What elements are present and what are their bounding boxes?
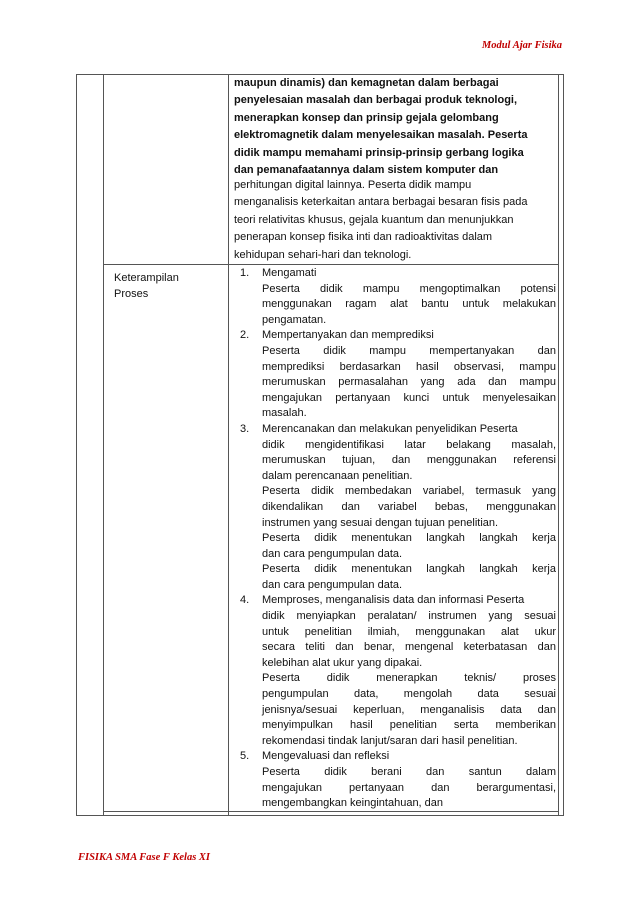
list-item-line: Peserta didik menentukan langkah langkah kerja — [262, 532, 556, 545]
list-item-body — [262, 422, 556, 594]
list-item-line: dalam perencanaan penelitian. — [262, 469, 413, 482]
list-item-number: 3. — [240, 422, 250, 435]
list-item-line: kelebihan alat ukur yang dipakai. — [262, 656, 423, 669]
list-item-line: mengajukan pertanyaan kunci untuk menyelesaikan — [262, 391, 556, 404]
list-item-line: pengamatan. — [262, 313, 327, 326]
list-item-heading: Memproses, menganalisis data dan informasi Peserta — [262, 594, 525, 607]
row-label-keterampilan-proses — [114, 271, 224, 302]
list-item-line: dan cara pengumpulan data. — [262, 578, 403, 591]
list-item-heading: Mengamati — [262, 267, 317, 279]
list-item-line: dan cara pengumpulan data. — [262, 547, 403, 560]
bold-paragraph — [234, 75, 556, 179]
paragraph-line: dan pemanafaatannya dalam sistem komputer dan — [234, 164, 499, 177]
list-item — [234, 749, 556, 811]
list-item-line: mengembangkan keingintahuan, dan — [262, 797, 444, 810]
paragraph-line: penerapan konsep fisika inti dan radioaktivitas dalam — [234, 231, 493, 244]
process-skills-list — [234, 266, 556, 812]
list-item-body — [262, 328, 556, 422]
list-item — [234, 266, 556, 328]
table-column-divider — [228, 75, 229, 815]
list-item-heading: Merencanakan dan melakukan penyelidikan Peserta — [262, 422, 518, 435]
list-item-line: instrumen yang sesuai dengan tujuan penelitian. — [262, 516, 499, 529]
paragraph-line: kehidupan sehari-hari dan teknologi. — [234, 248, 412, 261]
paragraph-line: teori relativitas khusus, gejala kuantum dan menunjukkan — [234, 213, 514, 226]
table-border-left — [103, 75, 104, 815]
row-label-line: Keterampilan — [114, 272, 179, 284]
normal-paragraph — [234, 177, 556, 264]
list-item — [234, 593, 556, 749]
list-item-line: Peserta didik menerapkan teknis/ proses — [262, 672, 556, 685]
list-item-number: 2. — [240, 329, 250, 342]
list-item-line: dikendalikan dan variabel bebas, menggunakan — [262, 500, 556, 513]
list-item-line: mengajukan pertanyaan dan berargumentasi, — [262, 781, 556, 794]
table-row-divider — [103, 264, 558, 265]
list-item-line: menyimpulkan hasil penelitian serta memberikan — [262, 719, 556, 732]
paragraph-line: maupun dinamis) dan kemagnetan dalam berbagai — [234, 77, 499, 89]
list-item-line: rekomendasi tindak lanjut/saran dari hasil penelitian. — [262, 734, 518, 747]
list-item-body — [262, 266, 556, 328]
list-item-line: didik menyiapkan peralatan/ instrumen yang sesuai — [262, 610, 556, 623]
content-table — [76, 74, 564, 816]
list-item-line: jenisnya/sesuai keperluan, menganalisis data dan — [262, 703, 556, 716]
list-item-line: Peserta didik menentukan langkah langkah kerja — [262, 563, 556, 576]
list-item-body — [262, 593, 556, 749]
list-item-line: Peserta didik mampu mengoptimalkan potensi — [262, 282, 556, 295]
list-item-line: merumuskan permasalahan yang ada dan mampu — [262, 376, 556, 389]
row-label-line: Proses — [114, 287, 149, 300]
paragraph-line: elektromagnetik dalam menyelesaikan masalah. Peserta — [234, 129, 528, 142]
list-item-heading: Mempertanyakan dan memprediksi — [262, 329, 434, 342]
list-item-number: 5. — [240, 750, 250, 763]
page-footer-text: FISIKA SMA Fase F Kelas XI — [78, 852, 210, 863]
list-item-line: masalah. — [262, 407, 307, 420]
list-item-number: 4. — [240, 594, 250, 607]
list-item-line: untuk penelitian ilmiah, menggunakan alat ukur — [262, 625, 556, 638]
list-item-line: menggunakan ragam alat bantu untuk melakukan — [262, 298, 556, 311]
list-item-line: pengumpulan data, mengolah data sesuai — [262, 688, 556, 701]
paragraph-line: perhitungan digital lainnya. Peserta didik mampu — [234, 179, 472, 191]
list-item-line: merumuskan tujuan, dan menggunakan referensi — [262, 454, 556, 467]
paragraph-line: menerapkan konsep dan prinsip gejala gelombang — [234, 111, 499, 124]
list-item-line: secara teliti dan benar, mengenal keterbatasan dan — [262, 641, 556, 654]
page-header-title: Modul Ajar Fisika — [481, 40, 562, 51]
list-item-line: didik mengidentifikasi latar belakang masalah, — [262, 438, 556, 451]
table-border-right — [558, 75, 559, 815]
list-item-line: Peserta didik membedakan variabel, termasuk yang — [262, 485, 556, 498]
list-item-number: 1. — [240, 267, 250, 279]
list-item-line: Peserta didik berani dan santun dalam — [262, 766, 556, 778]
paragraph-line: menganalisis keterkaitan antara berbagai besaran fisis pada — [234, 196, 528, 209]
paragraph-line: penyelesaian masalah dan berbagai produk teknologi, — [234, 94, 518, 107]
list-item-line: memprediksi berdasarkan hasil observasi, mampu — [262, 360, 556, 373]
list-item-heading: Mengevaluasi dan refleksi — [262, 750, 390, 763]
list-item — [234, 422, 556, 594]
list-item-body — [262, 749, 556, 811]
paragraph-line: didik mampu memahami prinsip-prinsip gerbang logika — [234, 146, 524, 159]
list-item-line: Peserta didik mampu mempertanyakan dan — [262, 344, 556, 357]
list-item — [234, 328, 556, 422]
